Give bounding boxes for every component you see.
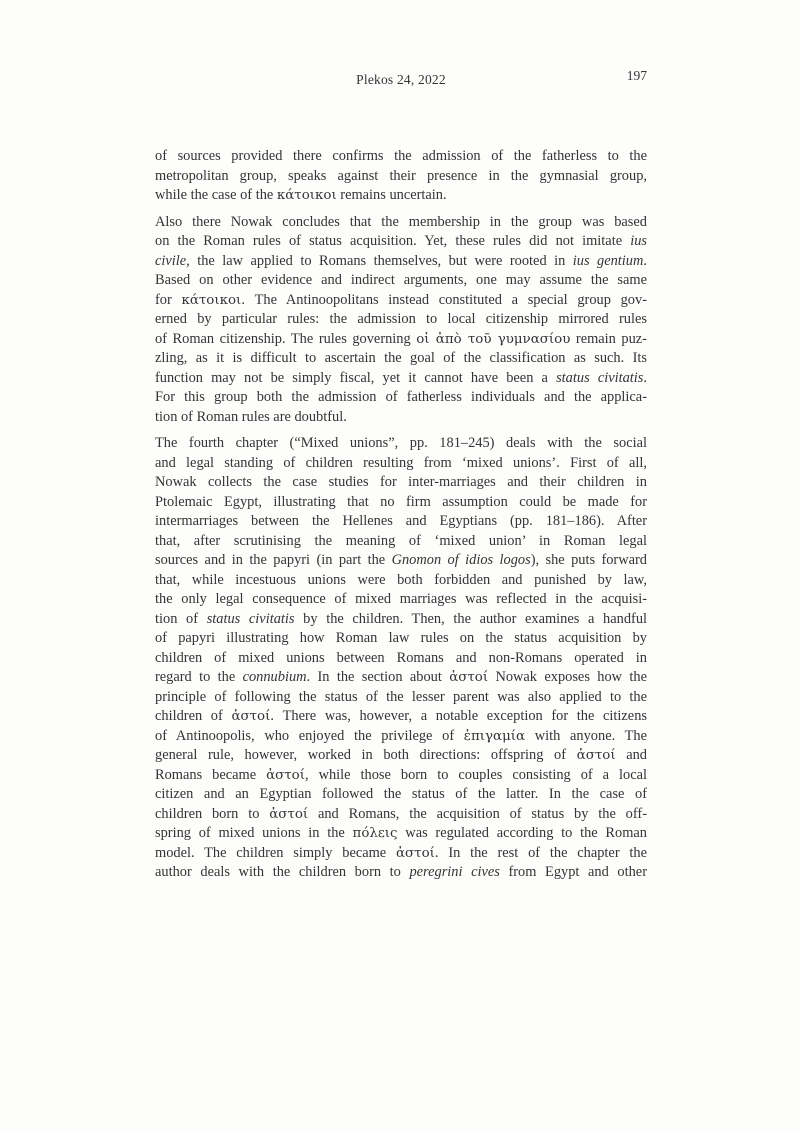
text-run: of Roman citizenship. The rules governing: [155, 330, 417, 347]
text-run: children of mixed unions between Romans and non-Romans operated in: [155, 649, 647, 666]
greek-term: ἀστοί: [576, 748, 616, 763]
text-run: erned by particular rules: the admission to local citizenship mirrored rules: [155, 311, 647, 327]
text-line: [155, 629, 647, 649]
text-run: Ptolemaic Egypt, illustrating that no firm assumption could be made for: [155, 493, 647, 510]
text-run: principle of following the status of the lesser parent was also applied to the: [155, 688, 647, 705]
paragraph: [155, 434, 647, 883]
text-line: [155, 766, 647, 786]
text-line: [155, 310, 647, 330]
text-run: . In the rest of the chapter the: [434, 844, 647, 861]
text-run: zling, as it is difficult to ascertain the goal of the classification as such. Its: [155, 350, 647, 366]
text-run: with anyone. The: [525, 727, 647, 744]
latin-term-italic: connubium: [242, 669, 307, 685]
text-run: of papyri illustrating how Roman law rules on the status acquisition by: [155, 630, 647, 646]
text-run: tion of Roman rules are doubtful.: [155, 408, 347, 425]
greek-term: ἀστοί: [396, 845, 435, 861]
text-line: [155, 330, 647, 350]
text-line: [155, 186, 647, 206]
text-line: [155, 805, 647, 825]
text-run: model. The children simply became: [155, 844, 396, 861]
text-line: [155, 649, 647, 669]
text-run: citizen and an Egyptian followed the status of the latter. In the case of: [155, 786, 647, 802]
text-line: [155, 369, 647, 389]
text-line: [155, 252, 647, 272]
text-run: the only legal consequence of mixed marriages was reflected in the acquisi-: [155, 591, 647, 607]
text-run: For this group both the admission of fatherless individuals and the applica-: [155, 389, 647, 405]
text-run: sources and in the papyri (in part the: [155, 552, 392, 568]
text-run: and legal standing of children resulting from ‘mixed unions’. First of all,: [155, 454, 647, 471]
text-line: [155, 551, 647, 571]
text-run: Based on other evidence and indirect arguments, one may assume the same: [155, 272, 647, 288]
text-run: . The Antinoopolitans instead constituted a special group gov-: [241, 291, 647, 308]
text-line: [155, 610, 647, 630]
text-run: Also there Nowak concludes that the membership in the group was based: [155, 213, 647, 230]
text-line: [155, 863, 647, 883]
text-run: general rule, however, worked in both directions: offspring of: [155, 747, 577, 763]
text-line: [155, 232, 647, 252]
text-run: remains uncertain.: [336, 187, 447, 203]
text-line: [155, 844, 647, 864]
text-run: of Antinoopolis, who enjoyed the privilege of: [155, 727, 464, 744]
text-line: [155, 408, 647, 428]
text-run: , while those born to couples consisting of a local: [304, 766, 647, 783]
text-run: that, while incestuous unions were both forbidden and punished by law,: [155, 571, 647, 588]
greek-term: κάτοικοι: [181, 292, 242, 308]
text-run: metropolitan group, speaks against their presence in the gymnasial group,: [155, 167, 647, 184]
text-run: , the law applied to Romans themselves, but were rooted in: [186, 252, 573, 269]
text-line: [155, 434, 647, 454]
text-run: children born to: [155, 805, 270, 822]
greek-term: ἀστοί: [231, 709, 271, 724]
text-run: children of: [155, 708, 232, 724]
text-run: and: [615, 747, 647, 763]
text-line: [155, 512, 647, 532]
text-line: [155, 688, 647, 708]
text-line: [155, 532, 647, 552]
text-run: of sources provided there confirms the admission of the fatherless to the: [155, 148, 647, 164]
text-run: regard to the: [155, 669, 243, 685]
text-run: spring of mixed unions in the: [155, 825, 353, 841]
paragraph: [155, 213, 647, 428]
greek-term: ἐπιγαμία: [463, 728, 526, 744]
text-block: [155, 147, 647, 890]
text-line: [155, 785, 647, 805]
text-run: The fourth chapter (“Mixed unions”, pp. 181–245) deals with the social: [155, 435, 647, 451]
text-run: while the case of the: [155, 187, 277, 203]
text-line: [155, 493, 647, 513]
text-run: tion of: [155, 610, 207, 627]
latin-term-italic: status civitatis: [206, 610, 295, 627]
text-line: [155, 349, 647, 369]
text-run: remain puz-: [570, 330, 647, 347]
text-run: by the children. Then, the author examines a handful: [294, 610, 647, 627]
text-line: [155, 167, 647, 187]
text-run: . There was, however, a notable exception for the citizens: [270, 708, 647, 724]
text-run: Nowak exposes how the: [488, 669, 647, 685]
text-run: for: [155, 291, 182, 308]
text-line: [155, 746, 647, 766]
text-line: [155, 824, 647, 844]
text-line: [155, 473, 647, 493]
text-run: that, after scrutinising the meaning of ‘mixed union’ in Roman legal: [155, 532, 647, 549]
text-line: [155, 147, 647, 167]
text-run: Nowak collects the case studies for inter-marriages and their children in: [155, 474, 647, 490]
text-run: author deals with the children born to: [155, 864, 410, 880]
latin-term-italic: ius: [630, 233, 647, 249]
text-run: and Romans, the acquisition of status by the off-: [308, 805, 647, 822]
text-line: [155, 213, 647, 233]
text-line: [155, 590, 647, 610]
text-run: on the Roman rules of status acquisition. Yet, these rules did not imitate: [155, 233, 631, 249]
greek-term: κάτοικοι: [276, 188, 337, 203]
text-line: [155, 571, 647, 591]
greek-term: πόλεις: [352, 826, 398, 841]
page-number: 197: [626, 68, 647, 83]
greek-term: ἀστοί: [449, 670, 489, 685]
greek-term: ἀστοί: [266, 767, 305, 783]
text-run: was regulated according to the Roman: [397, 825, 647, 841]
greek-term: ἀστοί: [269, 806, 309, 822]
running-header: [0, 0, 799, 100]
text-line: [155, 707, 647, 727]
text-run: intermarriages between the Hellenes and Egyptians (pp. 181–186). After: [155, 513, 647, 529]
latin-term-italic: civile: [155, 252, 187, 269]
journal-title: Plekos 24, 2022: [356, 72, 446, 87]
text-line: [155, 727, 647, 747]
text-run: .: [643, 252, 647, 269]
latin-term-italic: peregrini cives: [409, 864, 500, 880]
text-run: . In the section about: [306, 669, 450, 685]
text-line: [155, 388, 647, 408]
text-run: from Egypt and other: [499, 864, 647, 880]
text-line: [155, 271, 647, 291]
text-run: Romans became: [155, 766, 267, 783]
paragraph: [155, 147, 647, 206]
text-line: [155, 668, 647, 688]
text-run: ), she puts forward: [530, 552, 647, 568]
latin-term-italic: status civitatis: [556, 369, 644, 386]
greek-term: οἱ ἀπὸ τοῦ γυμνασίου: [416, 331, 571, 347]
latin-term-italic: Gnomon of idios logos: [391, 552, 531, 568]
text-run: .: [643, 369, 647, 386]
text-line: [155, 454, 647, 474]
text-run: function may not be simply fiscal, yet it cannot have been a: [155, 369, 557, 386]
text-line: [155, 291, 647, 311]
latin-term-italic: ius gentium: [572, 252, 644, 269]
